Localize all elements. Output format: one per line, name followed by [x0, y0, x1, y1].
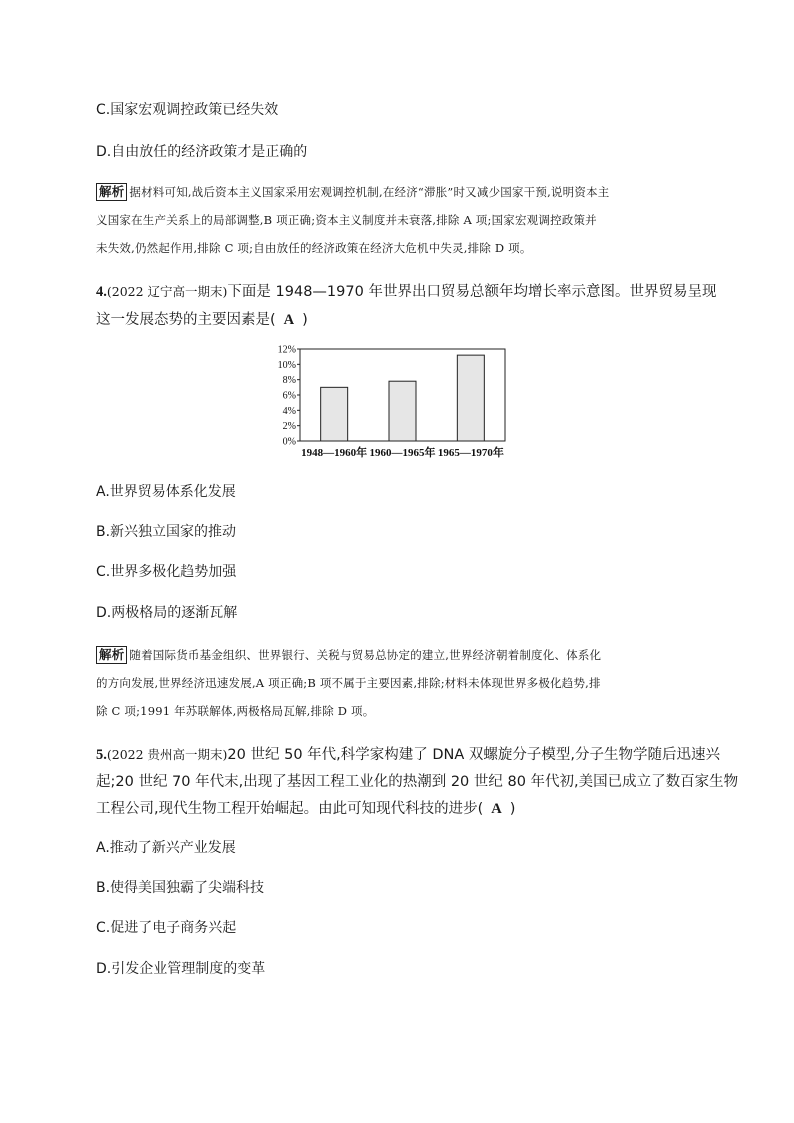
- q5-stem-text-3: 工程公司,现代生物工程开始崛起。由此可知现代科技的进步(: [96, 801, 484, 817]
- bar-3: [457, 355, 484, 441]
- q4-stem-line-1: 4.(2022 辽宁高一期末)下面是 1948—1970 年世界出口贸易总额年均增长率示意图。世界贸易呈现: [96, 284, 717, 300]
- y-tick-label: 12%: [277, 344, 296, 356]
- q4-number: 4: [96, 284, 104, 300]
- q4-source: (2022 辽宁高一期末): [106, 284, 228, 299]
- x-tick-label: 1960—1965年: [369, 447, 436, 459]
- q4-analysis-line-1: [96, 645, 696, 665]
- q5-stem-line-3: [96, 799, 696, 819]
- q5-stem-text: 20 世纪 50 年代,科学家构建了 DNA 双螺旋分子模型,分子生物学随后迅速兴: [227, 747, 721, 763]
- y-tick-label: 8%: [282, 375, 296, 387]
- q4-analysis-text: 随着国际货币基金组织、世界银行、关税与贸易总协定的建立,世界经济朝着制度化、体系化: [129, 648, 602, 662]
- q3-analysis-text: 据材料可知,战后资本主义国家采用宏观调控机制,在经济“滞胀”时又减少国家干预,说明资本主: [129, 185, 610, 199]
- q4-stem-text-2: 这一发展态势的主要因素是(: [96, 312, 276, 328]
- q5-option-d[interactable]: D.引发企业管理制度的变革: [96, 961, 266, 977]
- chart-x-labels: [301, 445, 504, 459]
- analysis-tag: 解析: [96, 646, 127, 664]
- q4-stem-text: 下面是 1948—1970 年世界出口贸易总额年均增长率示意图。世界贸易呈现: [227, 284, 717, 300]
- q4-bar-chart: [264, 343, 526, 463]
- bar-2: [389, 381, 416, 441]
- chart-y-ticks: [278, 345, 300, 448]
- q4-analysis-line-3: 除 C 项;1991 年苏联解体,两极格局瓦解,排除 D 项。: [96, 704, 375, 718]
- q4-option-c[interactable]: C.世界多极化趋势加强: [96, 564, 237, 580]
- q4-option-a[interactable]: A.世界贸易体系化发展: [96, 484, 236, 500]
- q4-stem-line-2: [96, 310, 696, 330]
- q5-option-b[interactable]: B.使得美国独霸了尖端科技: [96, 880, 265, 896]
- q5-answer: A: [491, 801, 502, 817]
- q4-option-d[interactable]: D.两极格局的逐渐瓦解: [96, 605, 238, 621]
- chart-bars: [321, 355, 485, 441]
- q5-option-c[interactable]: C.促进了电子商务兴起: [96, 920, 237, 936]
- q3-option-c[interactable]: C.国家宏观调控政策已经失效: [96, 102, 279, 118]
- q4-analysis-line-2: 的方向发展,世界经济迅速发展,A 项正确;B 项不属于主要因素,排除;材料未体现世界多极化趋势,排: [96, 676, 601, 690]
- q5-source: (2022 贵州高一期末): [106, 747, 228, 762]
- analysis-tag: 解析: [96, 183, 127, 201]
- q3-option-d[interactable]: D.自由放任的经济政策才是正确的: [96, 144, 308, 160]
- x-tick-label: 1948—1960年: [301, 447, 368, 459]
- y-tick-label: 6%: [282, 390, 296, 402]
- q3-analysis-line-1: [96, 182, 696, 202]
- y-tick-label: 2%: [282, 421, 296, 433]
- bar-1: [321, 387, 348, 441]
- q3-analysis-line-2: 义国家在生产关系上的局部调整,B 项正确;资本主义制度并未衰落,排除 A 项;国家宏观调控政策并: [96, 213, 597, 227]
- y-tick-label: 4%: [282, 405, 296, 417]
- q4-stem-close: ): [302, 312, 308, 328]
- q5-stem-line-1: 5.(2022 贵州高一期末)20 世纪 50 年代,科学家构建了 DNA 双螺旋分子模型,分子生物学随后迅速兴: [96, 747, 721, 763]
- q4-answer: A: [283, 312, 295, 328]
- y-tick-label: 0%: [282, 436, 296, 448]
- q5-number: 5: [96, 747, 104, 763]
- q5-option-a[interactable]: A.推动了新兴产业发展: [96, 840, 236, 856]
- y-tick-label: 10%: [277, 359, 296, 371]
- x-tick-label: 1965—1970年: [437, 447, 504, 459]
- q3-analysis-line-3: 未失效,仍然起作用,排除 C 项;自由放任的经济政策在经济大危机中失灵,排除 D 项。: [96, 241, 532, 255]
- q4-option-b[interactable]: B.新兴独立国家的推动: [96, 524, 237, 540]
- q5-stem-close: ): [509, 801, 516, 817]
- q5-stem-line-2: 起;20 世纪 70 年代末,出现了基因工程工业化的热潮到 20 世纪 80 年代初,美国已成立了数百家生物: [96, 774, 739, 790]
